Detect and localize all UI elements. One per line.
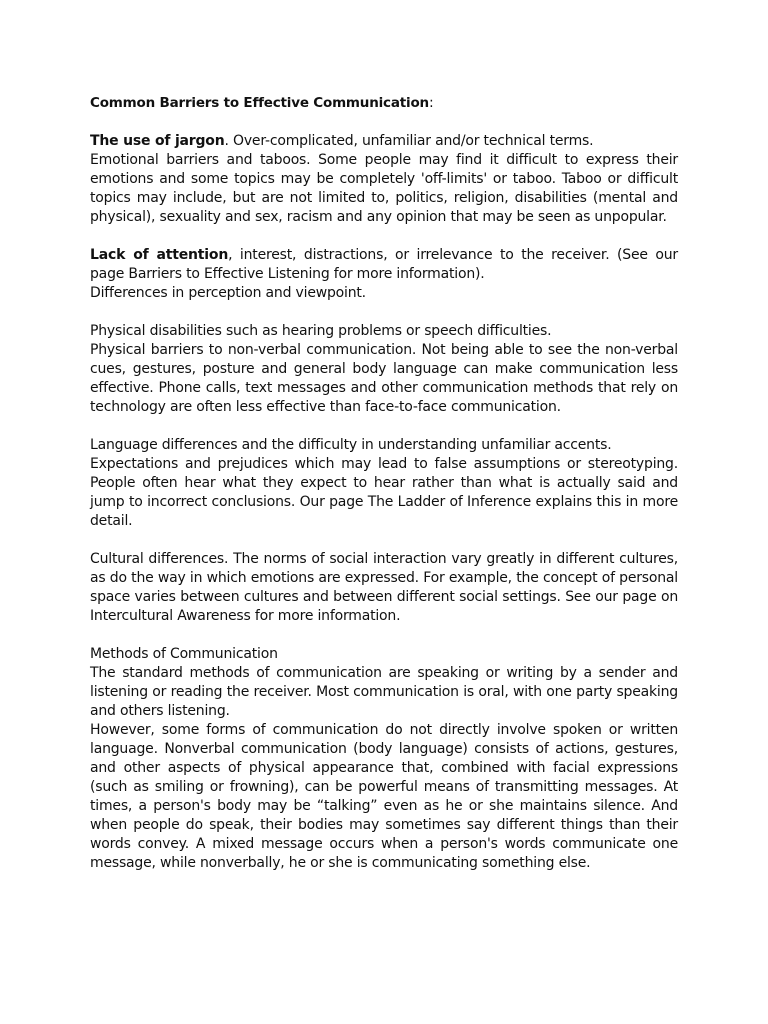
paragraph-gap <box>90 417 678 436</box>
jargon-lead: The use of jargon <box>90 133 225 149</box>
methods-standard-paragraph: The standard methods of communication are speaking or writing by a sender and listening or reading the receiver. Most communication is oral, with one party speaking and others listening. <box>90 665 678 719</box>
paragraph-gap <box>90 626 678 645</box>
language-paragraph: Language differences and the difficulty in understanding unfamiliar accents. <box>90 437 612 453</box>
document-page <box>90 94 678 873</box>
paragraph-gap <box>90 227 678 246</box>
paragraph-gap <box>90 303 678 322</box>
attention-paragraph <box>90 246 678 284</box>
emotional-paragraph: Emotional barriers and taboos. Some people may find it difficult to express their emotions and some topics may be completely 'off-limits' or taboo. Taboo or difficult topics may include, but are not limited to, politics, religion, disabilities (mental and physical), sexuality and sex, racism and any opinion that may be seen as unpopular. <box>90 152 678 225</box>
physical-barriers-paragraph: Physical barriers to non-verbal communication. Not being able to see the non-verbal cues, gestures, posture and general body language can make communication less effective. Phone calls, text messages and other communication methods that rely on technology are often less effective than face-to-face communication. <box>90 342 678 415</box>
perception-paragraph: Differences in perception and viewpoint. <box>90 285 366 301</box>
title-colon: : <box>428 95 434 111</box>
expectations-paragraph: Expectations and prejudices which may lead to false assumptions or stereotyping. People often hear what they expect to hear rather than what is actually said and jump to incorrect conclusions. Our page The Ladder of Inference explains this in more detail. <box>90 456 678 529</box>
paragraph-gap <box>90 531 678 550</box>
methods-nonverbal-paragraph: However, some forms of communication do not directly involve spoken or written language. Nonverbal communication (body language) consists of actions, gestures, and other aspects of physical appearance that, combined with facial expressions (such as smiling or frowning), can be powerful means of transmitting messages. At times, a person's body may be “talking” even as he or she maintains silence. And when people do speak, their bodies may sometimes say different things than their words convey. A mixed message occurs when a person's words communicate one message, while nonverbally, he or she is communicating something else. <box>90 722 678 871</box>
attention-lead: Lack of attention <box>90 247 229 263</box>
physical-disabilities-paragraph: Physical disabilities such as hearing problems or speech difficulties. <box>90 323 552 339</box>
paragraph-gap <box>90 113 678 132</box>
jargon-text: . Over-complicated, unfamiliar and/or technical terms. <box>224 133 594 149</box>
cultural-paragraph: Cultural differences. The norms of social interaction vary greatly in different cultures, as do the way in which emotions are expressed. For example, the concept of personal space varies between cultures and between different social settings. See our page on Intercultural Awareness for more information. <box>90 551 678 624</box>
methods-heading: Methods of Communication <box>90 646 278 662</box>
title-text: Common Barriers to Effective Communication <box>90 95 429 111</box>
attention-text: , interest, distractions, or irrelevance to the receiver. (See our page Barriers to Effective Listening for more information). <box>90 247 678 282</box>
document-title <box>90 94 678 113</box>
jargon-paragraph <box>90 132 678 151</box>
